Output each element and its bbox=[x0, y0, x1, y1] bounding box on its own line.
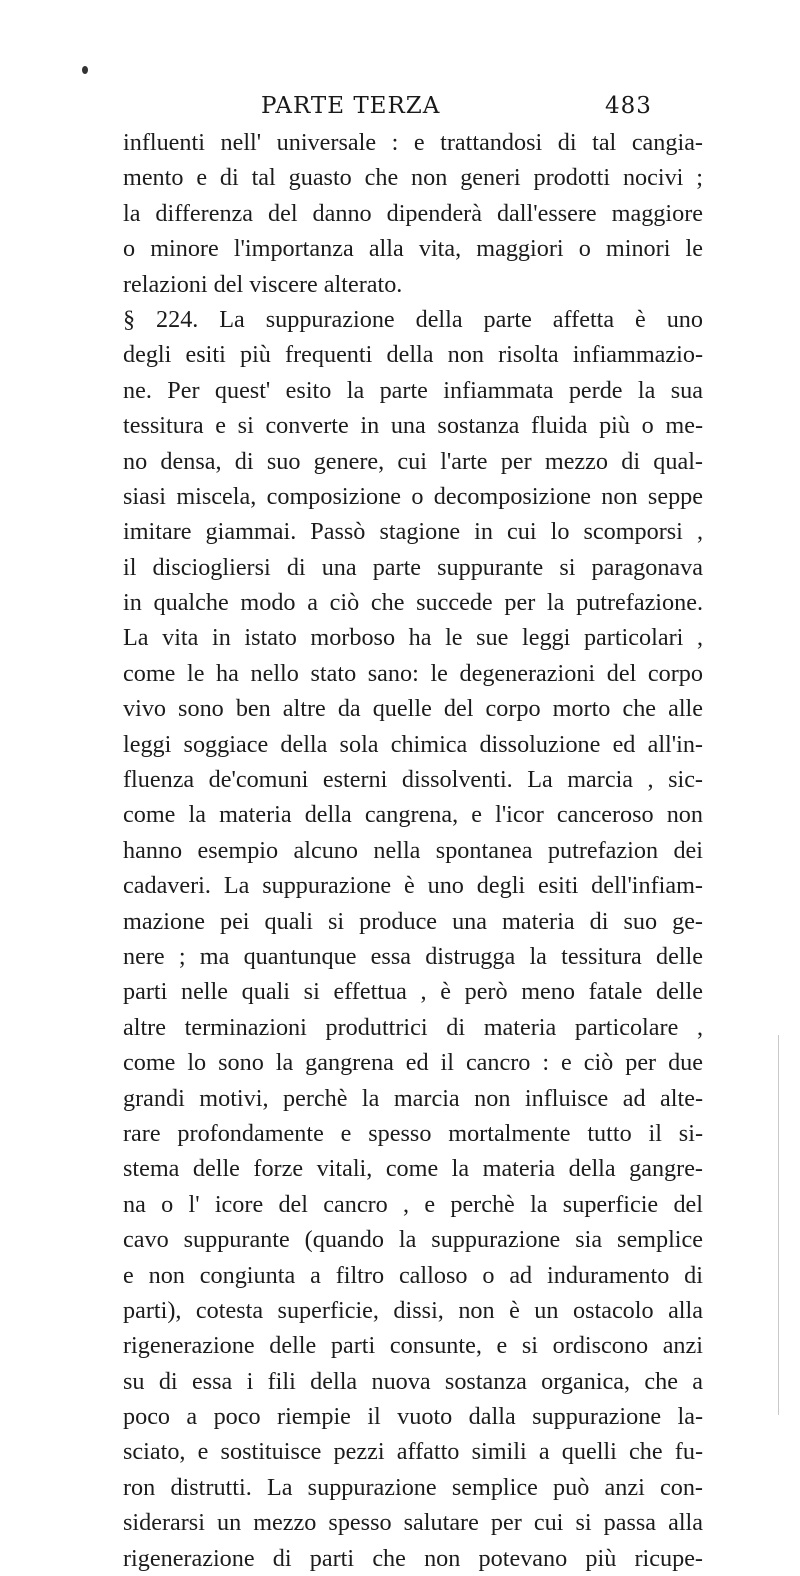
text-line: la differenza del danno dipenderà dall'essere maggiore bbox=[123, 199, 703, 227]
text-line: su di essa i fili della nuova sostanza organica, che a bbox=[123, 1367, 703, 1395]
text-line: ne. Per quest' esito la parte infiammata perde la sua bbox=[123, 376, 703, 404]
text-line: rare profondamente e spesso mortalmente tutto il si- bbox=[123, 1119, 703, 1147]
text-line: in qualche modo a ciò che succede per la putrefazione. bbox=[123, 589, 703, 617]
text-line: poco a poco riempie il vuoto dalla suppurazione la- bbox=[123, 1403, 703, 1431]
text-line: siderarsi un mezzo spesso salutare per cui si passa alla bbox=[123, 1509, 703, 1537]
text-line: come la materia della cangrena, e l'icor canceroso non bbox=[123, 801, 703, 829]
text-line: leggi soggiace della sola chimica dissoluzione ed all'in- bbox=[123, 730, 703, 758]
ink-speck bbox=[82, 66, 88, 74]
text-line: rigenerazione delle parti consunte, e si ordiscono anzi bbox=[123, 1332, 703, 1360]
text-line: imitare giammai. Passò stagione in cui lo scomporsi , bbox=[123, 518, 703, 546]
text-line: no densa, di suo genere, cui l'arte per mezzo di qual- bbox=[123, 447, 703, 475]
text-line: o minore l'importanza alla vita, maggiori o minori le bbox=[123, 235, 703, 263]
text-line: come le ha nello stato sano: le degenerazioni del corpo bbox=[123, 659, 703, 687]
text-line: mento e di tal guasto che non generi prodotti nocivi ; bbox=[123, 164, 703, 192]
text-line: cadaveri. La suppurazione è uno degli esiti dell'infiam- bbox=[123, 872, 703, 900]
text-line: grandi motivi, perchè la marcia non influisce ad alte- bbox=[123, 1084, 703, 1112]
text-line: il disciogliersi di una parte suppurante si paragonava bbox=[123, 553, 703, 581]
page-header bbox=[261, 93, 661, 125]
text-line: parti), cotesta superficie, dissi, non è un ostacolo alla bbox=[123, 1296, 703, 1324]
text-line: vivo sono ben altre da quelle del corpo morto che alle bbox=[123, 695, 703, 723]
text-line: ron distrutti. La suppurazione semplice può anzi con- bbox=[123, 1473, 703, 1501]
text-line: degli esiti più frequenti della non risolta infiammazio- bbox=[123, 341, 703, 369]
text-line: na o l' icore del cancro , e perchè la superficie del bbox=[123, 1190, 703, 1218]
text-line: parti nelle quali si effettua , è però meno fatale delle bbox=[123, 978, 703, 1006]
text-line: fluenza de'comuni esterni dissolventi. La marcia , sic- bbox=[123, 766, 703, 794]
text-line: § 224. La suppurazione della parte affetta è uno bbox=[123, 305, 703, 333]
text-line: nere ; ma quantunque essa distrugga la tessitura delle bbox=[123, 942, 703, 970]
text-line: relazioni del viscere alterato. bbox=[123, 270, 403, 298]
body-text bbox=[123, 125, 703, 1576]
text-line: influenti nell' universale : e trattandosi di tal cangia- bbox=[123, 129, 703, 156]
text-line: sciato, e sostituisce pezzi affatto simili a quelli che fu- bbox=[123, 1438, 703, 1466]
text-line: siasi miscela, composizione o decomposizione non seppe bbox=[123, 482, 703, 510]
running-head: PARTE TERZA bbox=[261, 93, 441, 119]
text-line: La vita in istato morboso ha le sue leggi particolari , bbox=[123, 624, 703, 652]
page-number: 483 bbox=[605, 93, 652, 119]
text-line: mazione pei quali si produce una materia di suo ge- bbox=[123, 907, 703, 935]
text-line: cavo suppurante (quando la suppurazione sia semplice bbox=[123, 1226, 703, 1254]
text-line: hanno esempio alcuno nella spontanea putrefazion dei bbox=[123, 836, 703, 864]
text-line: rigenerazione di parti che non potevano più ricupe- bbox=[123, 1544, 703, 1572]
page-edge-mark bbox=[778, 1035, 779, 1415]
text-line: altre terminazioni produttrici di materia particolare , bbox=[123, 1013, 703, 1041]
text-line: stema delle forze vitali, come la materia della gangre- bbox=[123, 1155, 703, 1183]
text-line: tessitura e si converte in una sostanza fluida più o me- bbox=[123, 412, 703, 440]
text-line: e non congiunta a filtro calloso o ad induramento di bbox=[123, 1261, 703, 1289]
text-line: come lo sono la gangrena ed il cancro : e ciò per due bbox=[123, 1049, 703, 1077]
